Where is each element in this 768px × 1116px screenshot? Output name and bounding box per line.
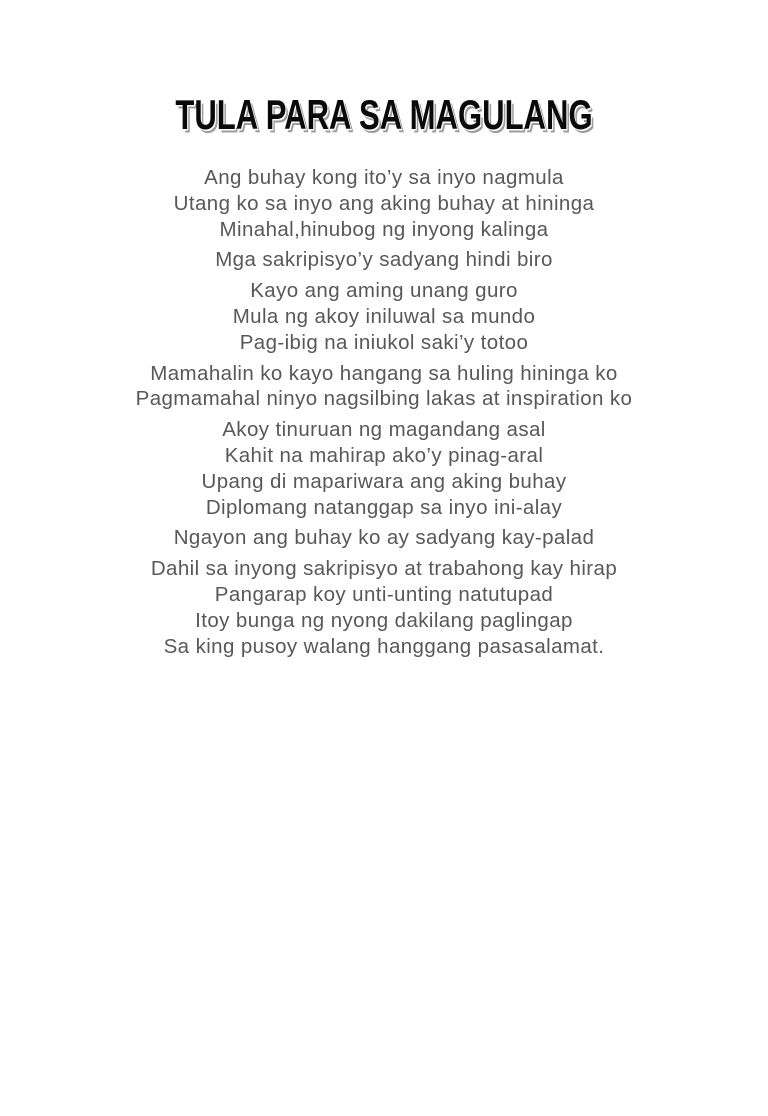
poem-stanza: [0, 247, 768, 273]
poem-line: Sa king pusoy walang hanggang pasasalamat.: [163, 634, 605, 658]
poem-line: Utang ko sa inyo ang aking buhay at hininga: [173, 191, 595, 215]
poem-line: Diplomang natanggap sa inyo ini-alay: [205, 495, 563, 519]
poem-stanza: [0, 417, 768, 520]
poem-line: Pangarap koy unti-unting natutupad: [214, 582, 554, 606]
poem-stanza: [0, 165, 768, 242]
poem-line: Ang buhay kong ito’y sa inyo nagmula: [204, 166, 564, 189]
poem-line: Akoy tinuruan ng magandang asal: [222, 418, 546, 442]
document-page: [0, 92, 768, 1116]
poem-line: Kayo ang aming unang guro: [250, 279, 518, 303]
poem-line: Kahit na mahirap ako’y pinag-aral: [224, 443, 544, 467]
poem-stanza: [0, 525, 768, 551]
poem-line: Mamahalin ko kayo hangang sa huling hininga ko: [150, 361, 618, 385]
page-title: TULA PARA SA MAGULANG: [175, 91, 593, 138]
poem-line: Mga sakripisyo’y sadyang hindi biro: [215, 248, 553, 272]
poem-line: Dahil sa inyong sakripisyo at trabahong kay hirap: [150, 557, 618, 581]
poem-stanza: [0, 278, 768, 355]
poem-stanza: [0, 556, 768, 659]
poem-line: Upang di mapariwara ang aking buhay: [201, 469, 567, 493]
poem-line: Pag-ibig na iniukol saki’y totoo: [239, 330, 529, 354]
poem-line: Ngayon ang buhay ko ay sadyang kay-palad: [173, 526, 595, 550]
poem-line: Itoy bunga ng nyong dakilang paglingap: [195, 608, 573, 632]
poem-line: Minahal,hinubog ng inyong kalinga: [219, 217, 549, 241]
poem-line: Pagmamahal ninyo nagsilbing lakas at inspiration ko: [135, 387, 633, 411]
poem-stanza: [0, 361, 768, 413]
poem-line: Mula ng akoy iniluwal sa mundo: [232, 304, 536, 328]
poem-body: [0, 165, 768, 659]
